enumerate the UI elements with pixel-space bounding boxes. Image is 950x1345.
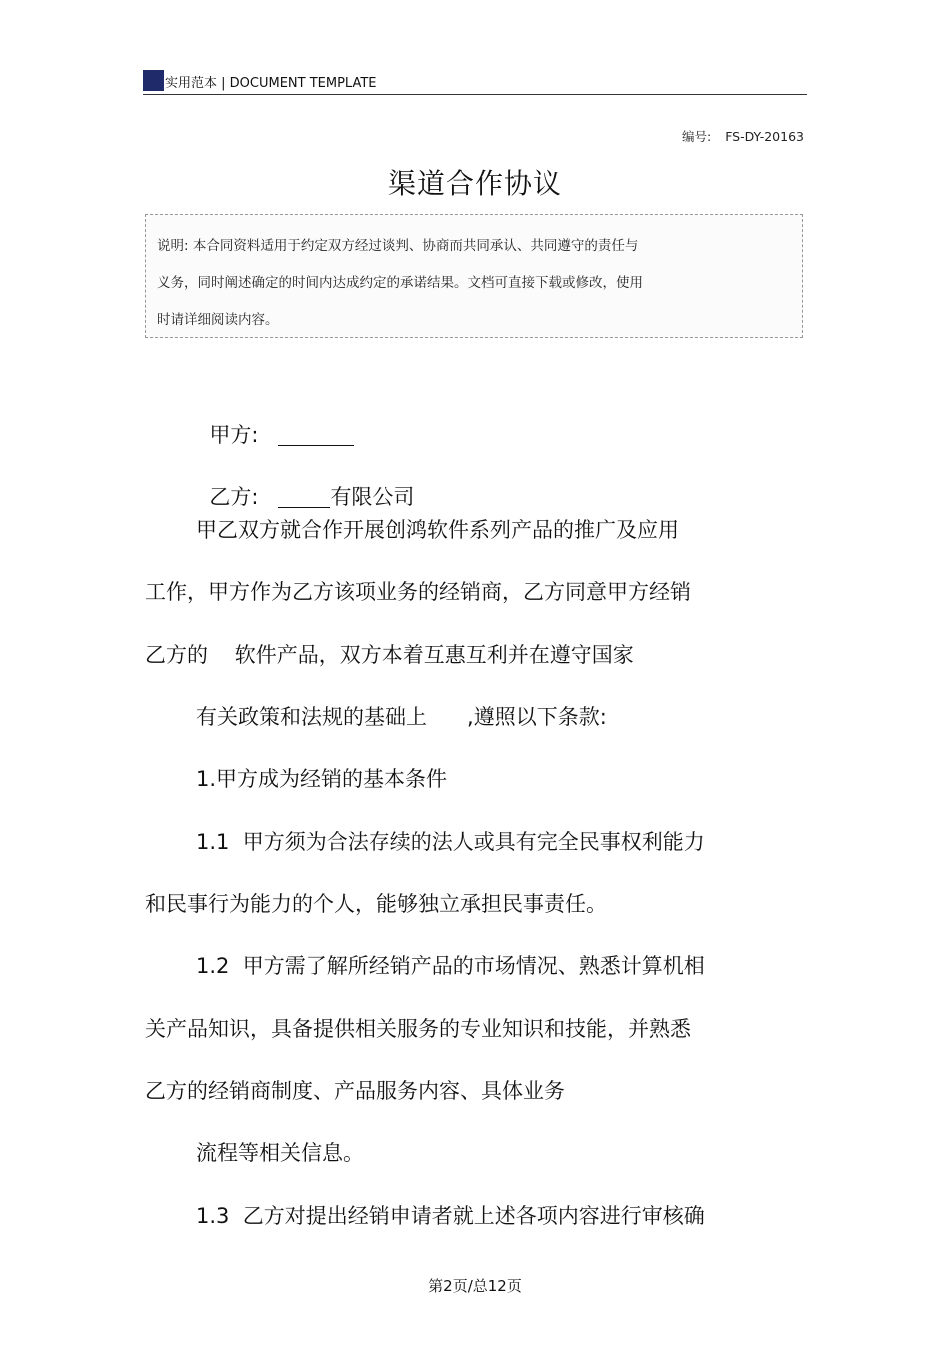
clause-line: 1.1 甲方须为合法存续的法人或具有完全民事权利能力 bbox=[196, 830, 705, 854]
clause-line: 乙方的经销商制度、产品服务内容、具体业务 bbox=[145, 1079, 565, 1103]
clause-line: 1.2 甲方需了解所经销产品的市场情况、熟悉计算机相 bbox=[196, 954, 705, 978]
page-header bbox=[143, 68, 807, 95]
party-b-label: 乙方: bbox=[209, 485, 259, 509]
clause-line: 流程等相关信息。 bbox=[196, 1141, 364, 1165]
document-number-label: 编号: bbox=[681, 129, 712, 144]
section-heading: 1.甲方成为经销的基本条件 bbox=[196, 767, 448, 791]
body-paragraph-line: 工作，甲方作为乙方该项业务的经销商，乙方同意甲方经销 bbox=[145, 580, 691, 604]
party-a-label: 甲方: bbox=[209, 423, 259, 447]
party-b-suffix: 有限公司 bbox=[330, 485, 415, 509]
body-paragraph-line: 甲乙双方就合作开展创鸿软件系列产品的推广及应用 bbox=[196, 518, 679, 542]
clause-line: 和民事行为能力的个人，能够独立承担民事责任。 bbox=[145, 892, 607, 916]
header-text: 实用范本 | DOCUMENT TEMPLATE bbox=[165, 76, 377, 91]
party-a-blank bbox=[278, 423, 354, 446]
description-line: 义务，同时阐述确定的时间内达成约定的承诺结果。文档可直接下载或修改，使用 bbox=[157, 275, 643, 291]
clause-line: 关产品知识，具备提供相关服务的专业知识和技能，并熟悉 bbox=[145, 1017, 691, 1041]
document-title: 渠道合作协议 bbox=[387, 167, 562, 200]
document-number bbox=[682, 127, 804, 145]
logo-square-icon bbox=[143, 70, 164, 91]
party-b-blank bbox=[278, 485, 330, 508]
description-line: 说明: 本合同资料适用于约定双方经过谈判、协商而共同承认、共同遵守的责任与 bbox=[157, 238, 639, 254]
body-paragraph-line: 有关政策和法规的基础上 ,遵照以下条款: bbox=[196, 705, 607, 729]
clause-line: 1.3 乙方对提出经销申请者就上述各项内容进行审核确 bbox=[196, 1204, 705, 1228]
party-a-line bbox=[196, 390, 354, 450]
document-number-value: FS-DY-20163 bbox=[725, 129, 804, 144]
page-footer: 第2页/总12页 bbox=[428, 1277, 522, 1295]
description-line: 时请详细阅读内容。 bbox=[157, 312, 279, 328]
description-box bbox=[145, 214, 803, 338]
body-paragraph-line: 乙方的 软件产品，双方本着互惠互利并在遵守国家 bbox=[145, 643, 634, 667]
party-b-line bbox=[196, 452, 414, 512]
